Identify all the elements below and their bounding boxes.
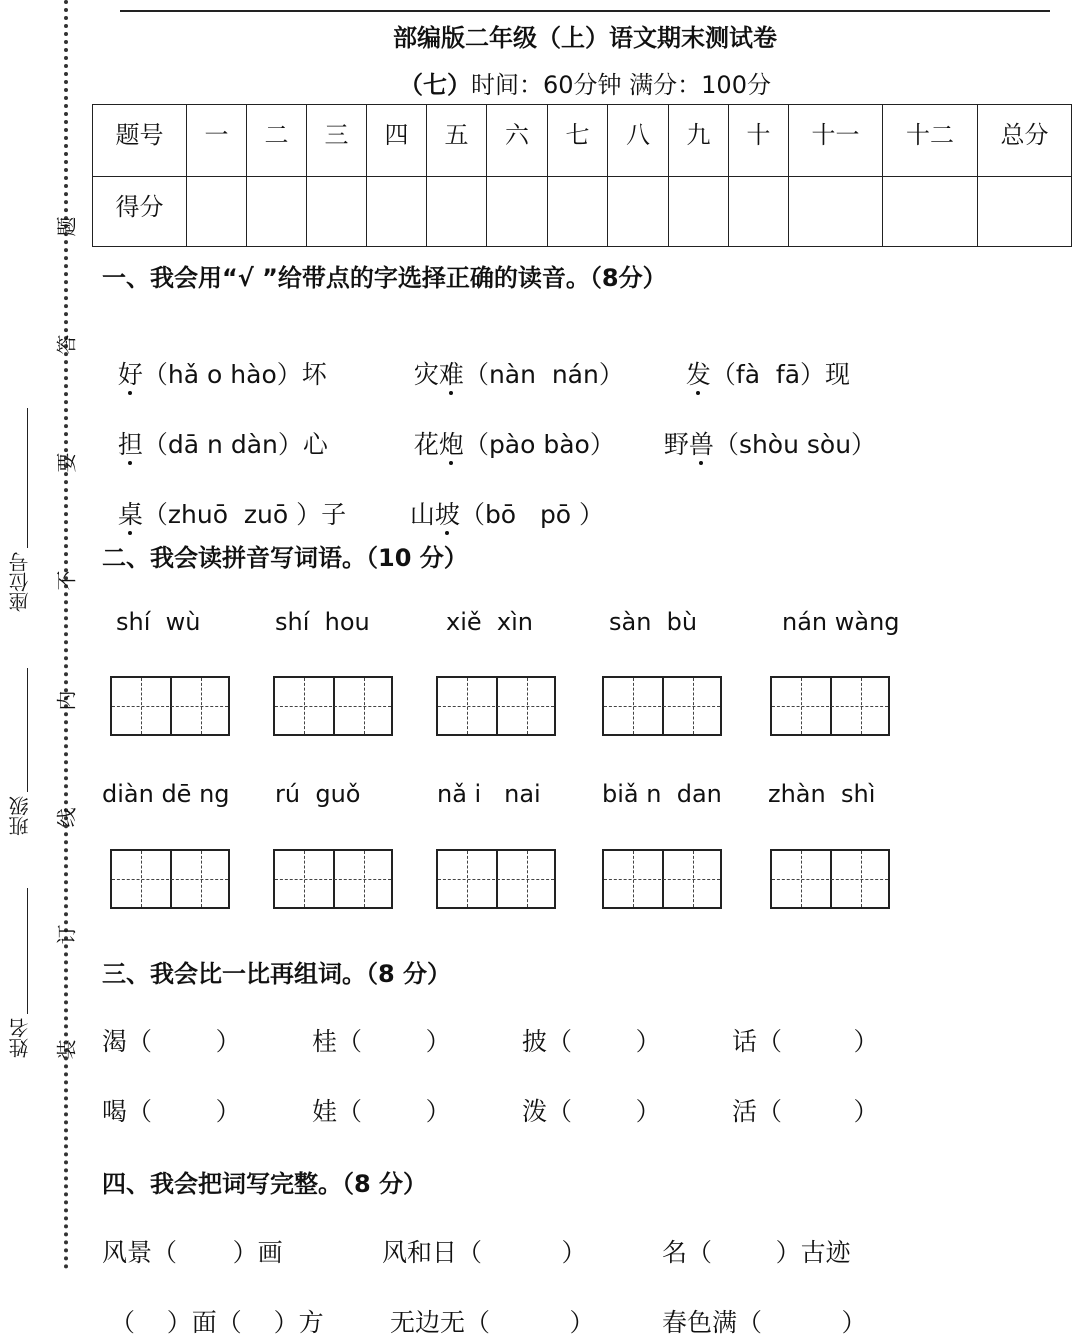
item-prefix: 野	[663, 430, 689, 459]
score-entry-cell[interactable]	[487, 177, 548, 247]
table-cell: 五	[427, 105, 487, 177]
writing-grid[interactable]	[110, 676, 230, 736]
score-entry-cell[interactable]	[187, 177, 247, 247]
margin-char: 订	[54, 924, 79, 945]
item-options: （hǎ o hào）坏	[142, 360, 327, 389]
table-cell: 总分	[978, 105, 1072, 177]
section-2-title: 二、我会读拼音写词语。（10 分）	[102, 544, 468, 572]
time-and-score: 时间：60分钟 满分：100分	[471, 71, 771, 99]
idiom-blank-item[interactable]: 名（ ）古迹	[662, 1238, 851, 1267]
writing-grid[interactable]	[436, 849, 556, 909]
table-cell: 得分	[93, 177, 187, 247]
table-cell: 十	[729, 105, 789, 177]
table-cell: 十一	[789, 105, 883, 177]
top-rule	[120, 10, 1050, 12]
item-options: （shòu sòu）	[713, 430, 877, 459]
dotted-char: 兽	[688, 430, 714, 459]
margin-char: 要	[54, 452, 79, 473]
writing-grid[interactable]	[602, 849, 722, 909]
word-blank-item[interactable]: 喝（ ）	[102, 1097, 241, 1126]
score-entry-cell[interactable]	[307, 177, 367, 247]
score-entry-cell[interactable]	[608, 177, 669, 247]
word-blank-item[interactable]: 活（ ）	[732, 1097, 879, 1126]
idiom-blank-item[interactable]: 风和日（ ）	[382, 1238, 587, 1267]
margin-char: 内	[54, 690, 79, 711]
table-cell: 四	[367, 105, 427, 177]
class-line	[27, 668, 28, 792]
score-entry-cell[interactable]	[729, 177, 789, 247]
idiom-blank-item[interactable]: （ ）面（ ）方	[110, 1308, 324, 1337]
item-options: （dā n dàn）心	[142, 430, 328, 459]
writing-grid[interactable]	[770, 676, 890, 736]
table-cell: 题号	[93, 105, 187, 177]
pinyin-label: nán wàng	[782, 608, 900, 636]
name-line	[27, 888, 28, 1014]
section-3-title: 三、我会比一比再组词。（8 分）	[102, 960, 452, 988]
table-cell: 三	[307, 105, 367, 177]
pronunciation-item[interactable]	[102, 466, 346, 531]
pronunciation-item[interactable]	[670, 326, 850, 391]
paper-number: （七）	[399, 71, 471, 99]
writing-grid[interactable]	[273, 676, 393, 736]
score-entry-cell[interactable]	[789, 177, 883, 247]
score-table-header-row	[93, 105, 1072, 177]
table-cell: 八	[608, 105, 669, 177]
pinyin-label: rú guǒ	[275, 780, 361, 808]
writing-grid[interactable]	[770, 849, 890, 909]
score-table-score-row	[93, 177, 1072, 247]
exam-subtitle	[100, 65, 1070, 100]
word-blank-item[interactable]: 话（ ）	[732, 1027, 879, 1056]
pinyin-label: xiě xìn	[446, 608, 533, 636]
item-options: （nàn nán）	[463, 360, 624, 389]
pinyin-label: nǎ i nai	[437, 780, 541, 808]
pinyin-label: sàn bù	[609, 608, 698, 636]
word-blank-item[interactable]: 渴（ ）	[102, 1027, 241, 1056]
table-cell: 九	[669, 105, 729, 177]
word-blank-item[interactable]: 泼（ ）	[522, 1097, 661, 1126]
dotted-char: 坡	[434, 500, 460, 529]
score-entry-cell[interactable]	[367, 177, 427, 247]
dotted-char: 好	[117, 360, 143, 389]
class-label: 班级	[8, 796, 32, 836]
dotted-char: 发	[685, 360, 711, 389]
word-blank-item[interactable]: 娃（ ）	[312, 1097, 451, 1126]
dotted-char: 担	[117, 430, 143, 459]
score-entry-cell[interactable]	[978, 177, 1072, 247]
writing-grid[interactable]	[602, 676, 722, 736]
score-entry-cell[interactable]	[548, 177, 608, 247]
idiom-blank-item[interactable]: 春色满（ ）	[662, 1308, 867, 1337]
table-cell: 一	[187, 105, 247, 177]
item-options: （zhuō zuō ）子	[142, 500, 347, 529]
exam-title: 部编版二年级（上）语文期末测试卷	[393, 24, 777, 52]
score-entry-cell[interactable]	[669, 177, 729, 247]
binding-dotted-line	[64, 0, 68, 1270]
table-cell: 七	[548, 105, 608, 177]
section-1-title: 一、我会用“√ ”给带点的字选择正确的读音。（8分）	[102, 264, 667, 292]
pronunciation-item[interactable]	[102, 396, 328, 461]
name-label: 姓名	[8, 1018, 32, 1058]
score-table	[92, 104, 1072, 247]
writing-grid[interactable]	[110, 849, 230, 909]
margin-char: 答	[54, 334, 79, 355]
score-entry-cell[interactable]	[247, 177, 307, 247]
score-entry-cell[interactable]	[427, 177, 487, 247]
pinyin-label: zhàn shì	[768, 780, 876, 808]
idiom-blank-item[interactable]: 风景（ ）画	[102, 1238, 283, 1267]
pronunciation-item[interactable]	[398, 396, 615, 461]
pronunciation-item[interactable]	[648, 396, 876, 461]
pinyin-label: biǎ n dan	[602, 780, 722, 808]
section-4-title: 四、我会把词写完整。（8 分）	[102, 1170, 428, 1198]
seat-number-label: 座位号	[8, 552, 32, 612]
margin-char: 不	[54, 570, 79, 591]
pinyin-label: diàn dē ng	[102, 780, 230, 808]
seat-number-line	[27, 408, 28, 548]
item-options: （pào bào）	[463, 430, 615, 459]
pronunciation-item[interactable]	[102, 326, 327, 391]
margin-char: 装	[54, 1039, 79, 1060]
dotted-char: 炮	[438, 430, 464, 459]
dotted-char: 桌	[117, 500, 143, 529]
margin-char: 题	[54, 216, 79, 237]
dotted-char: 难	[438, 360, 464, 389]
table-cell: 六	[487, 105, 548, 177]
margin-char: 线	[54, 807, 79, 828]
item-options: （bō pō ）	[459, 500, 605, 529]
writing-grid[interactable]	[273, 849, 393, 909]
pinyin-label: shí hou	[275, 608, 370, 636]
score-entry-cell[interactable]	[883, 177, 978, 247]
pinyin-label: shí wù	[116, 608, 201, 636]
table-cell: 二	[247, 105, 307, 177]
word-blank-item[interactable]: 披（ ）	[522, 1027, 661, 1056]
item-prefix: 灾	[413, 360, 439, 389]
idiom-blank-item[interactable]: 无边无（ ）	[390, 1308, 595, 1337]
item-options: （fà fā）现	[710, 360, 851, 389]
pronunciation-item[interactable]	[394, 466, 604, 531]
table-cell: 十二	[883, 105, 978, 177]
item-prefix: 花	[413, 430, 439, 459]
pronunciation-item[interactable]	[398, 326, 624, 391]
writing-grid[interactable]	[436, 676, 556, 736]
item-prefix: 山	[409, 500, 435, 529]
word-blank-item[interactable]: 桂（ ）	[312, 1027, 451, 1056]
